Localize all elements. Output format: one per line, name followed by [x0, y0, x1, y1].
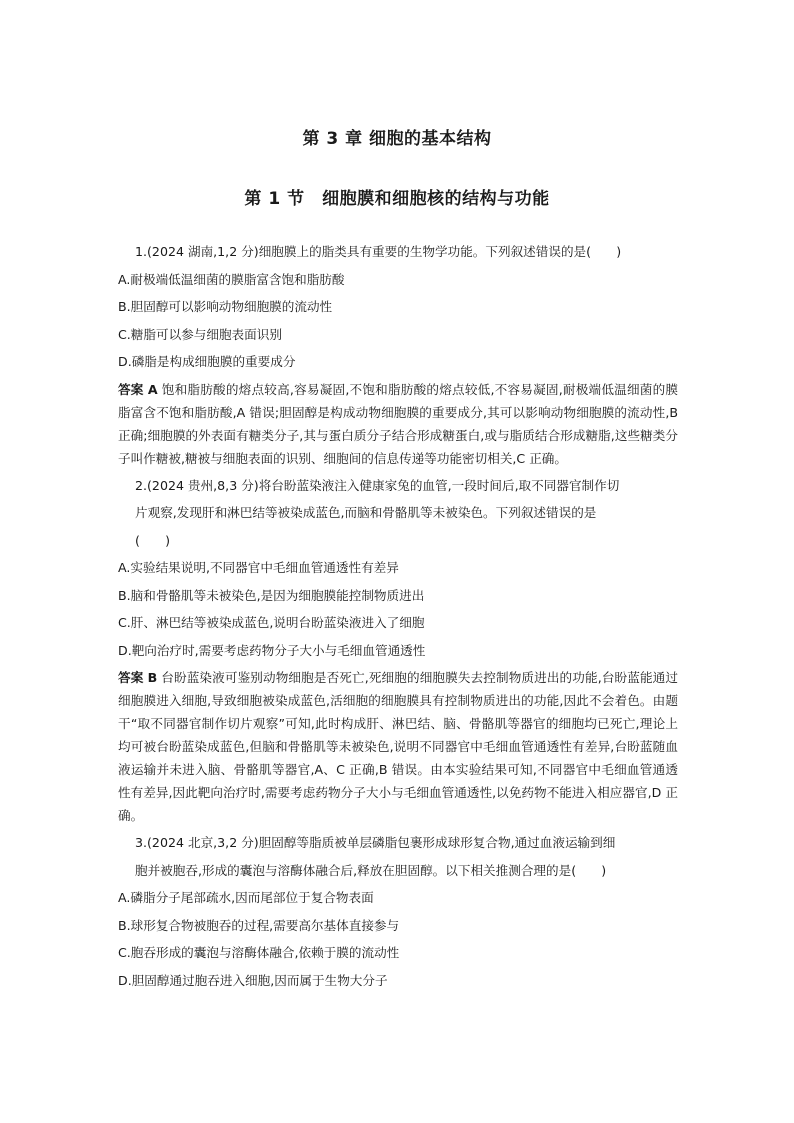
option-a: A.耐极端低温细菌的膜脂富含饱和脂肪酸 — [118, 271, 345, 287]
answer-explanation: 饱和脂肪酸的熔点较高,容易凝固,不饱和脂肪酸的熔点较低,不容易凝固,耐极端低温细菌的膜脂富含不饱和脂肪酸,A 错误;胆固醇是构成动物细胞膜的重要成分,其可以影响动物细胞膜的流动性,B 正确;细胞膜的外表面有糖类分子,其与蛋白质分子结合形成糖蛋白,或与脂质结合形成糖脂,这些糖类分子叫作糖被,糖被与细胞表面的识别、细胞间的信息传递等功能密切相关,C 正确。 — [118, 381, 678, 466]
option-c: C.胞吞形成的囊泡与溶酶体融合,依赖于膜的流动性 — [118, 945, 400, 960]
answer-explanation: 台盼蓝染液可鉴别动物细胞是否死亡,死细胞的细胞膜失去控制物质进出的功能,台盼蓝能通过细胞膜进入细胞,导致细胞被染成蓝色,活细胞的细胞膜具有控制物质进出的功能,因此不会着色。由题干“取不同器官制作切片观察”可知,此时构成肝、淋巴结、脑、骨骼肌等器官的细胞均已死亡,理论上均可被台盼蓝染成蓝色,但脑和骨骼肌等未被染色,说明不同器官中毛细血管通透性有差异,台盼蓝随血液运输并未进入脑、骨骼肌等器官,A、C 正确,B 错误。由本实验结果可知,不同器官中毛细血管通透性有差异,因此靶向治疗时,需要考虑药物分子大小与毛细血管通透性,以免药物不能进入相应器官,D 正确。 — [118, 670, 678, 823]
question-stem: 1.(2024 湖南,1,2 分)细胞膜上的脂类具有重要的生物学功能。下列叙述错误的是( ) — [135, 244, 622, 259]
option-d: D.胆固醇通过胞吞进入细胞,因而属于生物大分子 — [118, 972, 388, 988]
option-d: D.磷脂是构成细胞膜的重要成分 — [118, 354, 296, 369]
option-b: B.球形复合物被胞吞的过程,需要高尔基体直接参与 — [118, 917, 400, 933]
option-b: B.脑和骨骼肌等未被染色,是因为细胞膜能控制物质进出 — [118, 587, 425, 603]
question-stem-continued: 胞并被胞吞,形成的囊泡与溶酶体融合后,释放在胆固醇。以下相关推测合理的是( ) — [135, 862, 607, 878]
option-a: A.磷脂分子尾部疏水,因而尾部位于复合物表面 — [118, 890, 374, 905]
answer-key: A — [147, 381, 158, 397]
answer-block — [118, 378, 678, 470]
question-list — [118, 238, 678, 994]
chapter-title: 第 3 章 细胞的基本结构 — [302, 129, 492, 149]
question-stem-continued: 片观察,发现肝和淋巴结等被染成蓝色,而脑和骨骼肌等未被染色。下列叙述错误的是 — [135, 505, 597, 520]
answer-label: 答案 — [118, 670, 144, 685]
option-c: C.肝、淋巴结等被染成蓝色,说明台盼蓝染液进入了细胞 — [118, 615, 425, 630]
option-c: C.糖脂可以参与细胞表面识别 — [118, 326, 282, 342]
question-stem-continued: ( ) — [135, 532, 171, 548]
answer-key: B — [147, 670, 158, 685]
question-1 — [118, 238, 678, 470]
option-a: A.实验结果说明,不同器官中毛细血管通透性有差异 — [118, 560, 399, 575]
question-2 — [118, 472, 678, 828]
question-stem: 2.(2024 贵州,8,3 分)将台盼蓝染液注入健康家兔的血管,一段时间后,取不同器官制作切 — [135, 477, 620, 493]
option-b: B.胆固醇可以影响动物细胞膜的流动性 — [118, 299, 333, 314]
question-stem: 3.(2024 北京,3,2 分)胆固醇等脂质被单层磷脂包裹形成球形复合物,通过血液运输到细 — [135, 835, 616, 850]
question-3 — [118, 829, 678, 994]
answer-block — [118, 666, 678, 827]
answer-label: 答案 — [118, 381, 144, 397]
section-title: 第 1 节 细胞膜和细胞核的结构与功能 — [244, 189, 550, 209]
option-d: D.靶向治疗时,需要考虑药物分子大小与毛细血管通透性 — [118, 642, 426, 658]
